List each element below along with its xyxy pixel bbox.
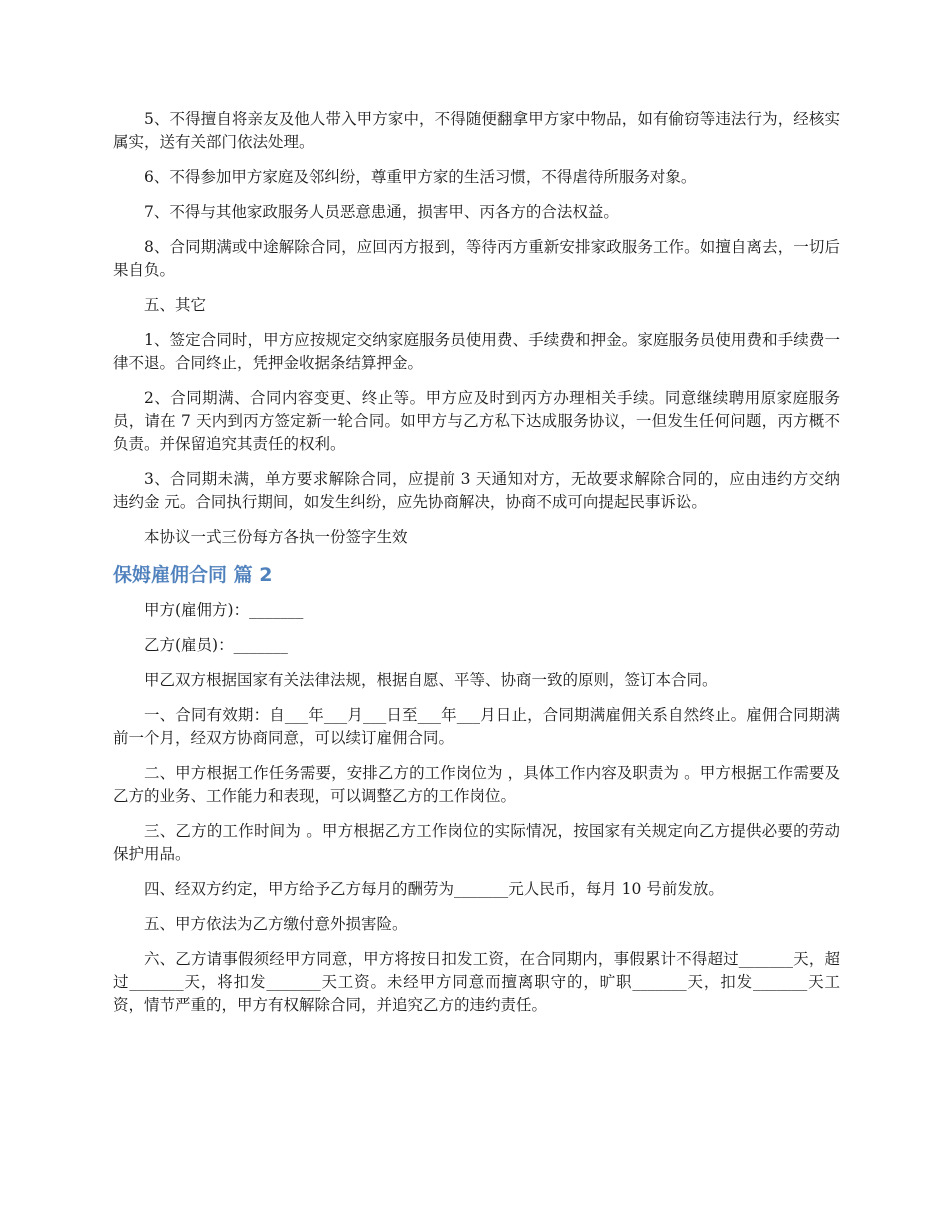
preamble-paragraph: 甲乙双方根据国家有关法律法规，根据自愿、平等、协商一致的原则，签订本合同。 (144, 671, 718, 689)
contract-2-heading: 保姆雇佣合同 篇 2 (113, 564, 273, 586)
section-other-title: 五、其它 (144, 296, 207, 314)
leave-clause-paragraph: 六、乙方请事假须经甲方同意，甲方将按日扣发工资，在合同期内，事假累计不得超过_______天，超过_______天，将扣发_______天工资。未经甲方同意而擅离职守的，旷职_______天，扣发_______天工资，情节严重的，甲方有权解除合同，并追究乙方的违约责任。 (113, 950, 840, 1014)
salary-clause-paragraph: 四、经双方约定，甲方给予乙方每月的酬劳为_______元人民币，每月 10 号前发放。 (144, 880, 724, 898)
agreement-copies-paragraph: 本协议一式三份每方各执一份签字生效 (144, 528, 408, 546)
other-clause-2-paragraph: 2、合同期满、合同内容变更、终止等。甲方应及时到丙方办理相关手续。同意继续聘用原家庭服务员，请在 7 天内到丙方签定新一轮合同。如甲方与乙方私下达成服务协议，一但发生任何问题，丙方概不负责。并保留追究其责任的权利。 (113, 389, 840, 453)
clause-6-paragraph: 6、不得参加甲方家庭及邻纠纷，尊重甲方家的生活习惯，不得虐待所服务对象。 (144, 168, 697, 186)
insurance-clause-paragraph: 五、甲方依法为乙方缴付意外损害险。 (144, 915, 408, 933)
working-hours-clause-paragraph: 三、乙方的工作时间为 。甲方根据乙方工作岗位的实际情况，按国家有关规定向乙方提供必要的劳动保护用品。 (113, 822, 840, 863)
clause-5-paragraph: 5、不得擅自将亲友及他人带入甲方家中，不得随便翻拿甲方家中物品，如有偷窃等违法行为，经核实属实，送有关部门依法处理。 (113, 110, 840, 151)
party-a-line: 甲方(雇佣方)：_______ (144, 601, 304, 619)
document-page (113, 108, 840, 1029)
other-clause-1-paragraph: 1、签定合同时，甲方应按规定交纳家庭服务员使用费、手续费和押金。家庭服务员使用费和手续费一律不退。合同终止，凭押金收据条结算押金。 (113, 331, 840, 372)
other-clause-3-paragraph: 3、合同期未满，单方要求解除合同，应提前 3 天通知对方，无故要求解除合同的，应由违约方交纳违约金 元。合同执行期间，如发生纠纷，应先协商解决，协商不成可向提起民事诉讼。 (113, 470, 840, 511)
term-clause-paragraph: 一、合同有效期：自___年___月___日至___年___月日止，合同期满雇佣关系自然终止。雇佣合同期满前一个月，经双方协商同意，可以续订雇佣合同。 (113, 706, 840, 747)
position-clause-paragraph: 二、甲方根据工作任务需要，安排乙方的工作岗位为 ，具体工作内容及职责为 。甲方根据工作需要及乙方的业务、工作能力和表现，可以调整乙方的工作岗位。 (113, 764, 840, 805)
party-b-line: 乙方(雇员)：_______ (144, 636, 288, 654)
clause-7-paragraph: 7、不得与其他家政服务人员恶意患通，损害甲、丙各方的合法权益。 (144, 203, 619, 221)
clause-8-paragraph: 8、合同期满或中途解除合同，应回丙方报到，等待丙方重新安排家政服务工作。如擅自离去，一切后果自负。 (113, 238, 840, 279)
